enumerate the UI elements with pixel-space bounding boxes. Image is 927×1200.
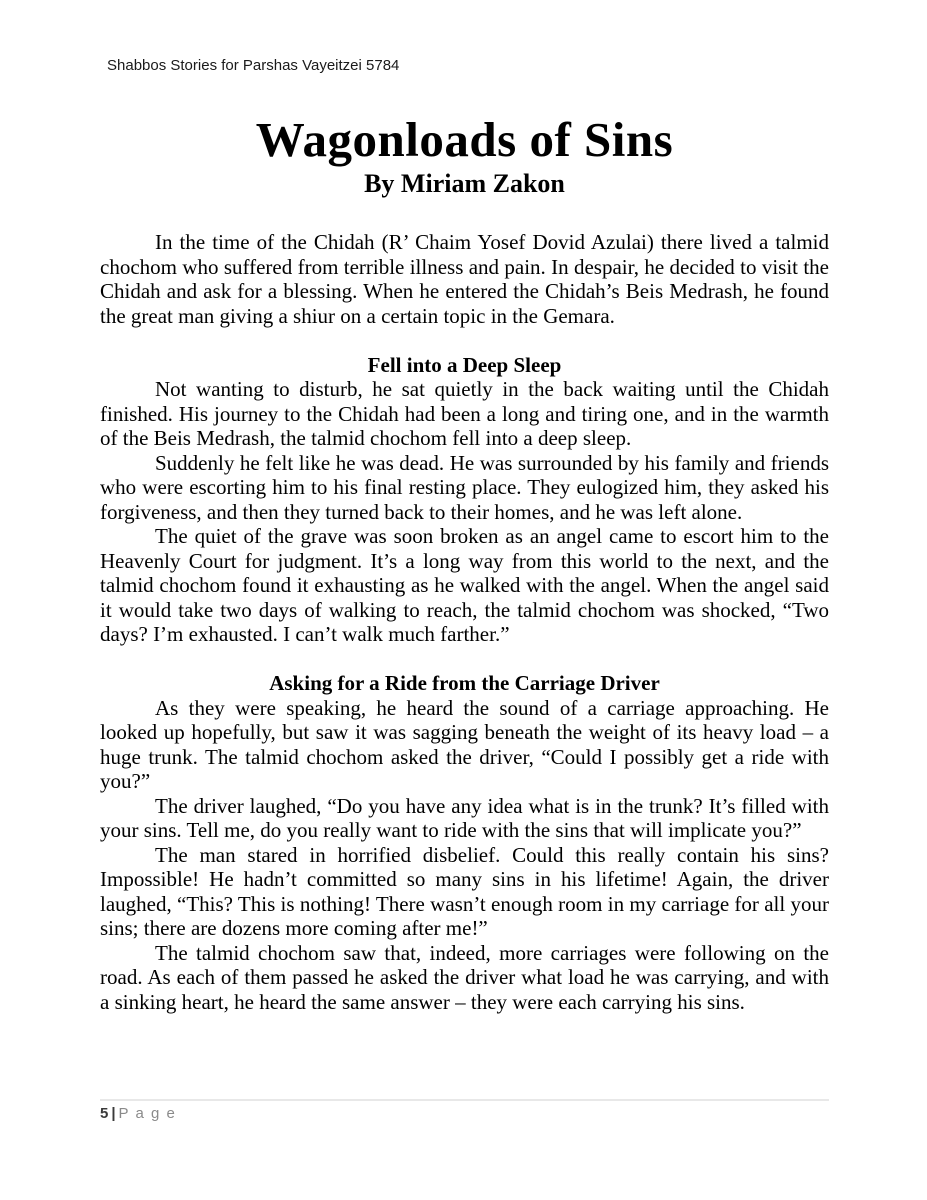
paragraph: In the time of the Chidah (R’ Chaim Yosef Dovid Azulai) there lived a talmid chochom who suffered from terrible illness and pain. In despair, he decided to visit the Chidah and ask for a blessing. When he entered the Chidah’s Beis Medrash, he found the great man giving a shiur on a certain topic in the Gemara. — [100, 230, 829, 328]
page-footer — [100, 1099, 829, 1123]
footer-separator: | — [111, 1105, 116, 1122]
section-heading: Asking for a Ride from the Carriage Driver — [269, 671, 660, 695]
footer-divider — [100, 1099, 829, 1101]
footer-label: P a g e — [118, 1105, 177, 1122]
paragraph: The talmid chochom saw that, indeed, more carriages were following on the road. As each of them passed he asked the driver what load he was carrying, and with a sinking heart, he heard the same answer – they were each carrying his sins. — [100, 940, 829, 1014]
paragraph: As they were speaking, he heard the sound of a carriage approaching. He looked up hopefully, but saw it was sagging beneath the weight of its heavy load – a huge trunk. The talmid chochom asked the driver, “Could I possibly get a ride with you?” — [100, 695, 829, 793]
paragraph: The quiet of the grave was soon broken as an angel came to escort him to the Heavenly Court for judgment. It’s a long way from this world to the next, and the talmid chochom found it exhausting as he walked with the angel. When the angel said it would take two days of walking to reach, the talmid chochom was shocked, “Two days? I’m exhausted. I can’t walk much farther.” — [100, 524, 829, 646]
page-number: 5 — [100, 1105, 109, 1122]
paragraph: Not wanting to disturb, he sat quietly in the back waiting until the Chidah finished. His journey to the Chidah had been a long and tiring one, and in the warmth of the Beis Medrash, the talmid chochom fell into a deep sleep. — [100, 377, 829, 450]
footer-text — [100, 1105, 829, 1123]
paragraph: The man stared in horrified disbelief. Could this really contain his sins? Impossible! He hadn’t committed so many sins in his lifetime! Again, the driver laughed, “This? This is nothing! There wasn’t enough room in my carriage for all your sins; there are dozens more coming after me!” — [100, 842, 829, 940]
section-heading: Fell into a Deep Sleep — [367, 352, 562, 377]
article-title: Wagonloads of Sins — [255, 112, 674, 167]
page-header — [100, 57, 829, 75]
paragraph: Suddenly he felt like he was dead. He was surrounded by his family and friends who were escorting him to his final resting place. They eulogized him, they asked his forgiveness, and then they turned back to their homes, and he was left alone. — [100, 450, 829, 524]
article-byline: By Miriam Zakon — [364, 169, 565, 198]
header-text: Shabbos Stories for Parshas Vayeitzei 5784 — [107, 57, 400, 74]
paragraph: The driver laughed, “Do you have any idea what is in the trunk? It’s filled with your sins. Tell me, do you really want to ride with the sins that will implicate you?” — [100, 793, 829, 842]
